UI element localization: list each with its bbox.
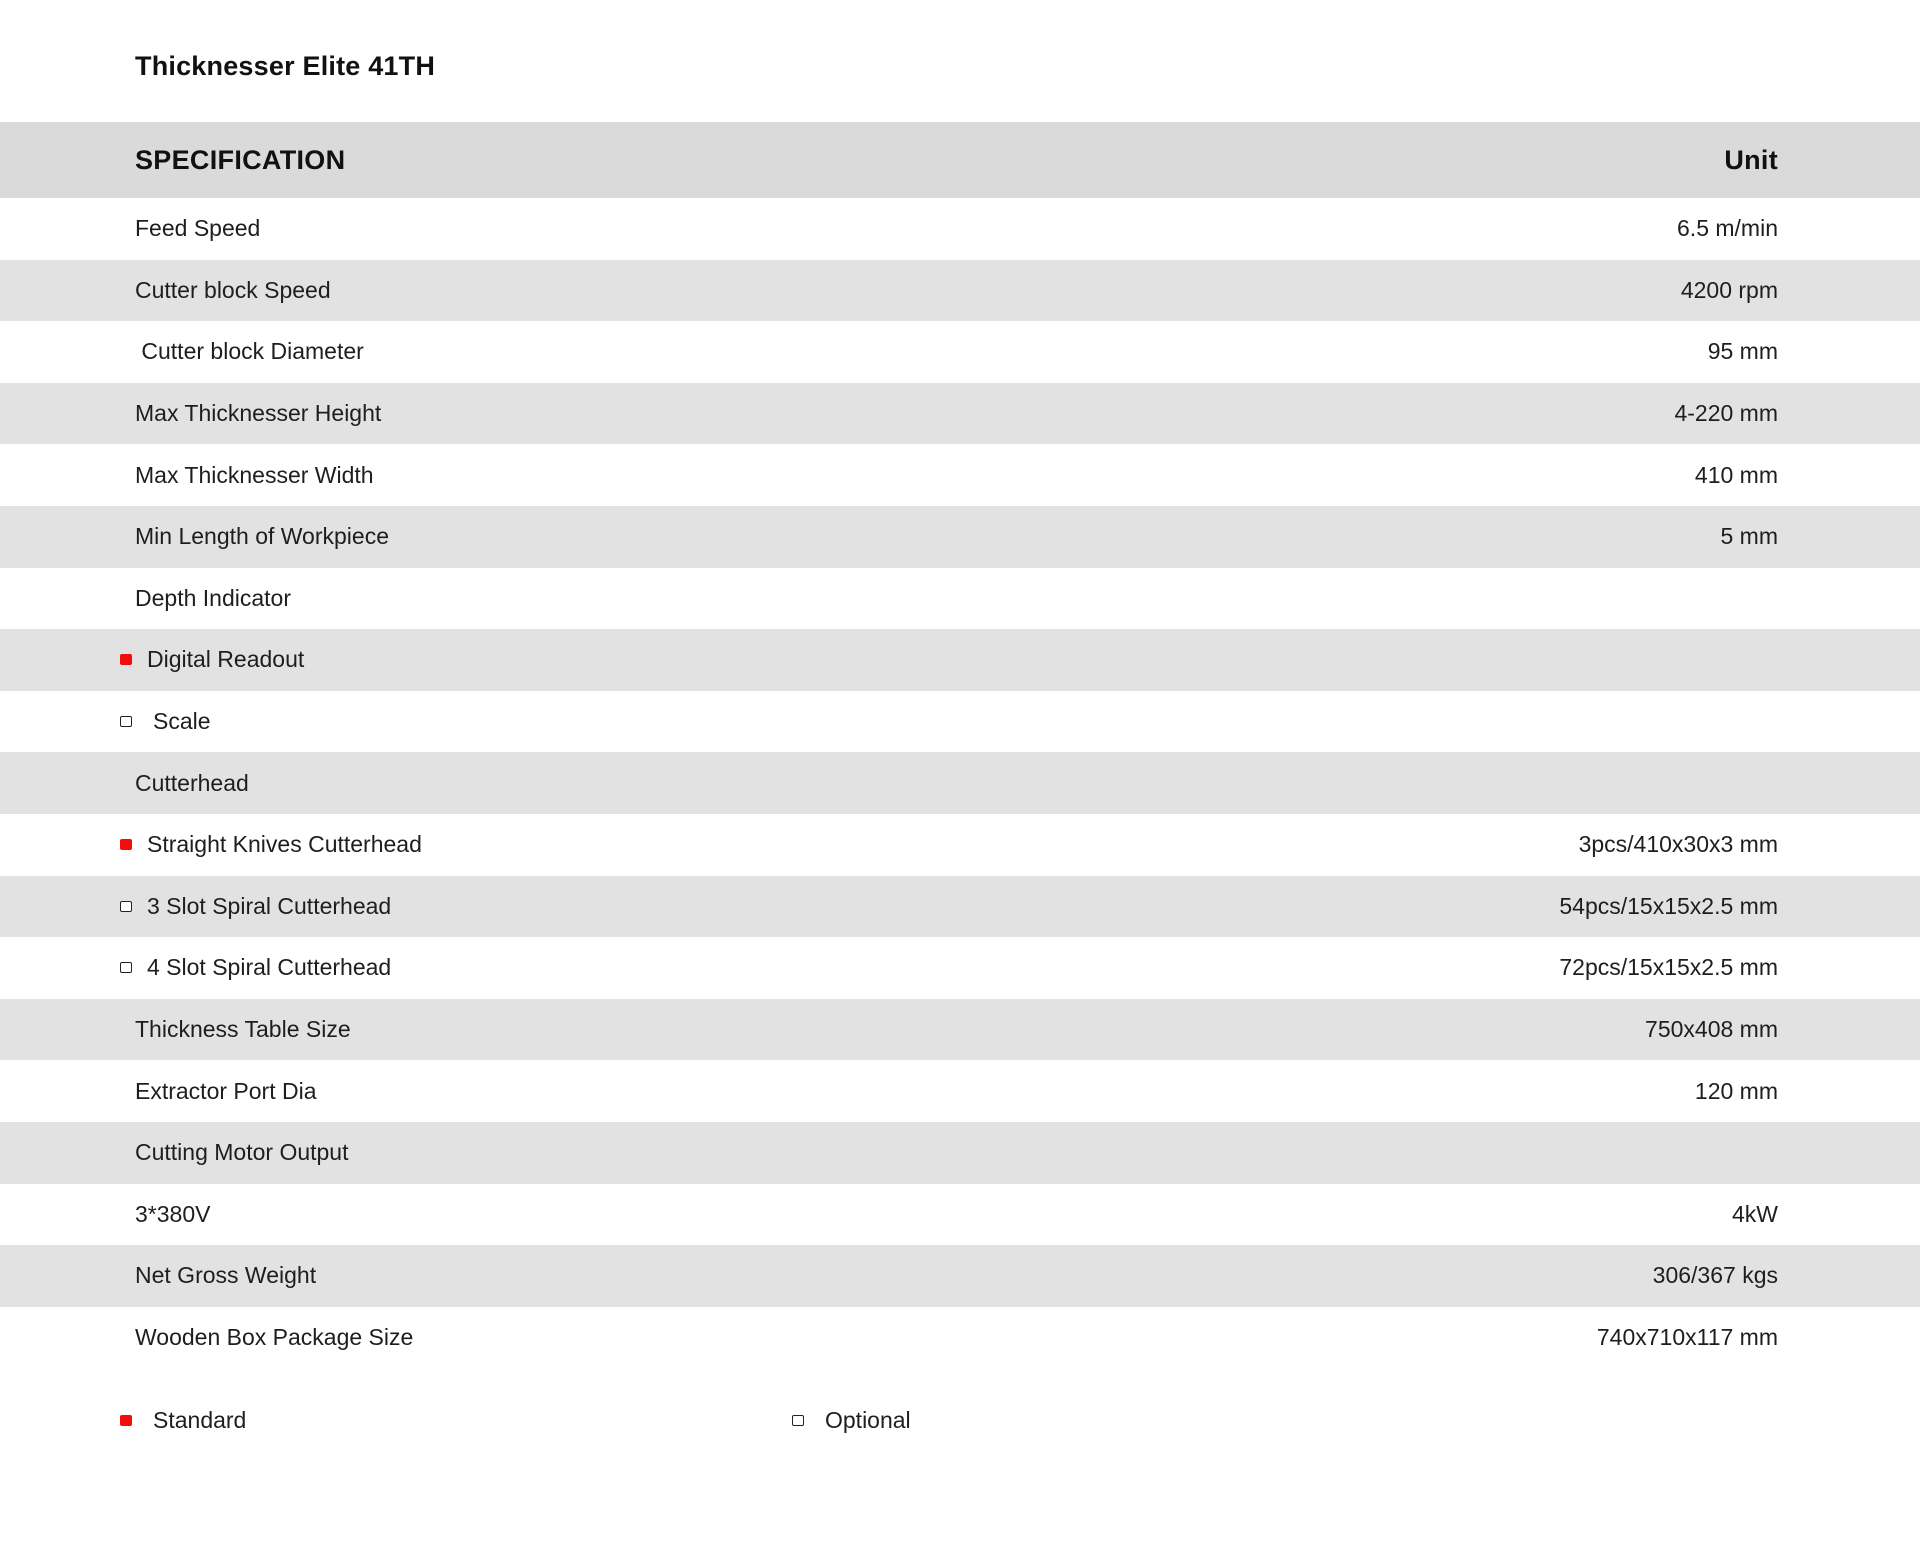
row-label-cell <box>0 215 260 242</box>
table-row <box>0 752 1920 814</box>
row-label: Feed Speed <box>135 215 261 242</box>
row-label-cell <box>0 954 391 981</box>
row-label-cell <box>0 1139 349 1166</box>
header-specification: SPECIFICATION <box>135 144 346 175</box>
row-value: 95 mm <box>1707 338 1778 365</box>
row-label-cell <box>0 770 249 797</box>
row-label: Cutter block Speed <box>135 276 331 303</box>
table-row <box>0 1245 1920 1307</box>
row-label: Wooden Box Package Size <box>135 1323 414 1350</box>
table-row <box>0 260 1920 322</box>
row-value: 410 mm <box>1694 461 1778 488</box>
row-value: 4200 rpm <box>1680 276 1778 303</box>
table-row <box>0 937 1920 999</box>
table-row <box>0 1060 1920 1122</box>
table-row <box>0 876 1920 938</box>
row-label-cell <box>0 893 391 920</box>
row-value: 72pcs/15x15x2.5 mm <box>1559 954 1778 981</box>
table-row <box>0 814 1920 876</box>
table-row <box>0 568 1920 630</box>
table-row <box>0 321 1920 383</box>
row-label-cell <box>0 338 364 365</box>
row-label-cell <box>0 400 381 427</box>
row-label: 3 Slot Spiral Cutterhead <box>147 892 392 919</box>
row-label-cell <box>0 1262 316 1289</box>
standard-marker-icon <box>120 654 132 665</box>
row-label-cell <box>0 462 374 489</box>
row-value: 740x710x117 mm <box>1596 1323 1778 1350</box>
row-label-cell <box>0 277 331 304</box>
row-label-cell <box>0 1201 210 1228</box>
row-label: Max Thicknesser Height <box>135 400 382 427</box>
optional-marker-icon <box>120 901 132 912</box>
row-value: 306/367 kgs <box>1652 1262 1778 1289</box>
row-label-cell <box>0 1324 413 1351</box>
optional-marker-icon <box>120 962 132 973</box>
row-label: Cutterhead <box>135 769 249 796</box>
standard-marker-icon <box>120 1415 132 1426</box>
row-label: Cutting Motor Output <box>135 1139 349 1166</box>
row-value: 750x408 mm <box>1645 1016 1778 1043</box>
table-row <box>0 383 1920 445</box>
row-value: 4kW <box>1732 1200 1778 1227</box>
legend-standard-label: Standard <box>153 1406 247 1433</box>
row-label: 3*380V <box>135 1200 211 1227</box>
row-label: 4 Slot Spiral Cutterhead <box>147 954 392 981</box>
legend <box>0 1404 1920 1436</box>
row-value: 5 mm <box>1720 523 1778 550</box>
row-value: 54pcs/15x15x2.5 mm <box>1559 892 1778 919</box>
row-label-cell <box>0 646 304 673</box>
row-label-cell <box>0 585 291 612</box>
row-label: Cutter block Diameter <box>135 338 364 365</box>
table-row <box>0 1307 1920 1369</box>
row-label-cell <box>0 708 211 735</box>
header-unit: Unit <box>1724 144 1778 175</box>
row-value: 120 mm <box>1694 1077 1778 1104</box>
optional-marker-icon <box>792 1415 804 1426</box>
row-label-cell <box>0 1016 351 1043</box>
row-label-cell <box>0 523 389 550</box>
row-label-cell <box>0 831 422 858</box>
row-label: Scale <box>153 708 211 735</box>
row-value: 4-220 mm <box>1674 400 1778 427</box>
specification-table <box>0 122 1920 1368</box>
table-row <box>0 999 1920 1061</box>
table-row <box>0 444 1920 506</box>
row-value: 3pcs/410x30x3 mm <box>1578 831 1778 858</box>
row-label: Digital Readout <box>147 646 305 673</box>
row-label: Min Length of Workpiece <box>135 523 389 550</box>
table-row <box>0 629 1920 691</box>
table-row <box>0 506 1920 568</box>
standard-marker-icon <box>120 839 132 850</box>
table-row <box>0 1122 1920 1184</box>
table-header <box>0 122 1920 198</box>
legend-standard <box>120 1404 246 1436</box>
legend-optional <box>792 1404 911 1436</box>
row-value: 6.5 m/min <box>1677 215 1778 242</box>
table-row <box>0 198 1920 260</box>
row-label-cell <box>0 1078 317 1105</box>
table-row <box>0 1184 1920 1246</box>
row-label: Net Gross Weight <box>135 1262 317 1289</box>
row-label: Max Thicknesser Width <box>135 461 374 488</box>
table-row <box>0 691 1920 753</box>
optional-marker-icon <box>120 716 132 727</box>
table-body <box>0 198 1920 1368</box>
row-label: Thickness Table Size <box>135 1016 351 1043</box>
legend-optional-label: Optional <box>825 1406 911 1433</box>
row-label: Straight Knives Cutterhead <box>147 831 422 858</box>
row-label: Depth Indicator <box>135 584 291 611</box>
row-label: Extractor Port Dia <box>135 1077 317 1104</box>
page-title: Thicknesser Elite 41TH <box>135 51 436 81</box>
